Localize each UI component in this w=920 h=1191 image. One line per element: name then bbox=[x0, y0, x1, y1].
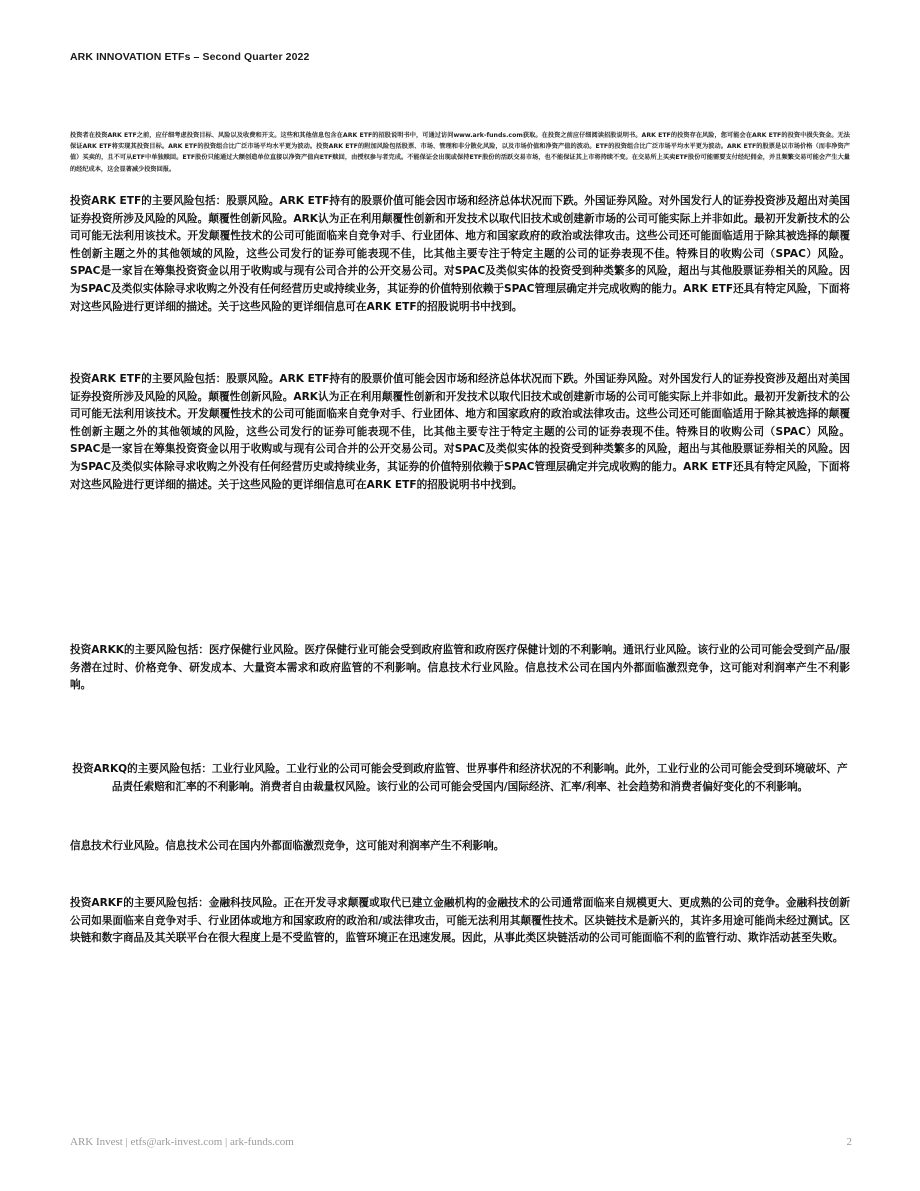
risk-paragraph-ark-etf: 投资ARK ETF的主要风险包括：股票风险。ARK ETF持有的股票价值可能会因市场和经济总体状况而下跌。外国证券风险。对外国发行人的证券投资涉及超出对美国证券投资所涉及风险的风险。颠覆性创新风险。ARK认为正在利用颠覆性创新和开发技术以取代旧技术或创建新市场的公司可能实际上并非如此。最初开发新技术的公司可能无法利用该技术。开发颠覆性技术的公司可能面临来自竞争对手、行业团体、地方和国家政府的政治或法律攻击。这些公司还可能面临适用于除其被选择的颠覆性创新主题之外的其他领域的风险，这些公司发行的证券可能表现不佳，比其他主要专注于特定主题的公司的证券表现不佳。特殊目的收购公司（SPAC）风险。SPAC是一家旨在筹集投资资金以用于收购或与现有公司合并的公开交易公司。对SPAC及类似实体的投资受到种类繁多的风险，超出与其他股票证券相关的风险。因为SPAC及类似实体除寻求收购之外没有任何经营历史或持续业务，其证券的价值特别依赖于SPAC管理层确定并完成收购的能力。ARK ETF还具有特定风险，下面将对这些风险进行更详细的描述。关于这些风险的更详细信息可在ARK ETF的招股说明书中找到。 bbox=[70, 195, 850, 313]
risk-paragraph-ark-etf-repeat: 投资ARK ETF的主要风险包括：股票风险。ARK ETF持有的股票价值可能会因市场和经济总体状况而下跌。外国证券风险。对外国发行人的证券投资涉及超出对美国证券投资所涉及风险的风险。颠覆性创新风险。ARK认为正在利用颠覆性创新和开发技术以取代旧技术或创建新市场的公司可能实际上并非如此。最初开发新技术的公司可能无法利用该技术。开发颠覆性技术的公司可能面临来自竞争对手、行业团体、地方和国家政府的政治或法律攻击。这些公司还可能面临适用于除其被选择的颠覆性创新主题之外的其他领域的风险，这些公司发行的证券可能表现不佳，比其他主要专注于特定主题的公司的证券表现不佳。特殊目的收购公司（SPAC）风险。SPAC是一家旨在筹集投资资金以用于收购或与现有公司合并的公开交易公司。对SPAC及类似实体的投资受到种类繁多的风险，超出与其他股票证券相关的风险。因为SPAC及类似实体除寻求收购之外没有任何经营历史或持续业务，其证券的价值特别依赖于SPAC管理层确定并完成收购的能力。ARK ETF还具有特定风险，下面将对这些风险进行更详细的描述。关于这些风险的更详细信息可在ARK ETF的招股说明书中找到。 bbox=[70, 373, 850, 491]
document-header: ARK INNOVATION ETFs – Second Quarter 2022 bbox=[70, 51, 310, 63]
footer-contact: ARK Invest | etfs@ark-invest.com | ark-funds.com bbox=[70, 1136, 294, 1148]
risk-paragraph-arkq: 投资ARKQ的主要风险包括：工业行业风险。工业行业的公司可能会受到政府监管、世界事件和经济状况的不利影响。此外，工业行业的公司可能会受到环境破坏、产品责任索赔和汇率的不利影响。消费者自由裁量权风险。该行业的公司可能会受国内/国际经济、汇率/利率、社会趋势和消费者偏好变化的不利影响。 bbox=[72, 763, 848, 793]
page-number: 2 bbox=[846, 1136, 852, 1148]
risk-paragraph-arkf: 投资ARKF的主要风险包括：金融科技风险。正在开发寻求颠覆或取代已建立金融机构的金融技术的公司通常面临来自规模更大、更成熟的公司的竞争。金融科技创新公司如果面临来自竞争对手、行业团体或地方和国家政府的政治和/或法律攻击，可能无法利用其颠覆性技术。区块链技术是新兴的，其许多用途可能尚未经过测试。区块链和数字商品及其关联平台在很大程度上是不受监管的，监管环境正在迅速发展。因此，从事此类区块链活动的公司可能面临不利的监管行动、欺诈活动甚至失败。 bbox=[70, 897, 850, 945]
risk-paragraph-it-sector: 信息技术行业风险。信息技术公司在国内外都面临激烈竞争，这可能对利润率产生不利影响。 bbox=[70, 840, 505, 852]
disclaimer-text: 投资者在投资ARK ETF之前，应仔细考虑投资目标、风险以及收费和开支。这些和其他信息包含在ARK ETF的招股说明书中，可通过访问www.ark-funds.com获取。在投资之前应仔细阅读招股说明书。ARK ETF的投资存在风险，您可能会在ARK ETF的投资中损失资金。无法保证ARK ETF将实现其投资目标。ARK ETF的投资组合比广泛市场平均水平更为波动。投资ARK ETF的附加风险包括股票、市场、管理和非分散化风险，以及市场价值和净资产值的波动。ETF的投资组合比广泛市场平均水平更为波动。ARK ETF的股票是以市场价格（而非净资产值）买卖的，且不可从ETF中单独赎回。ETF股份只能通过大额创造单位直接以净资产值向ETF赎回，由授权参与者完成。不能保证会出现或保持ETF股份的活跃交易市场，也不能保证其上市将持续不变。在交易所上买卖ETF股份可能需要支付经纪佣金，并且频繁交易可能会产生大量的经纪成本，这会显著减少投资回报。 bbox=[70, 132, 850, 173]
risk-paragraph-arkk: 投资ARKK的主要风险包括：医疗保健行业风险。医疗保健行业可能会受到政府监管和政府医疗保健计划的不利影响。通讯行业风险。该行业的公司可能会受到产品/服务潜在过时、价格竞争、研发成本、大量资本需求和政府监管的不利影响。信息技术行业风险。信息技术公司在国内外都面临激烈竞争，这可能对利润率产生不利影响。 bbox=[70, 644, 850, 692]
